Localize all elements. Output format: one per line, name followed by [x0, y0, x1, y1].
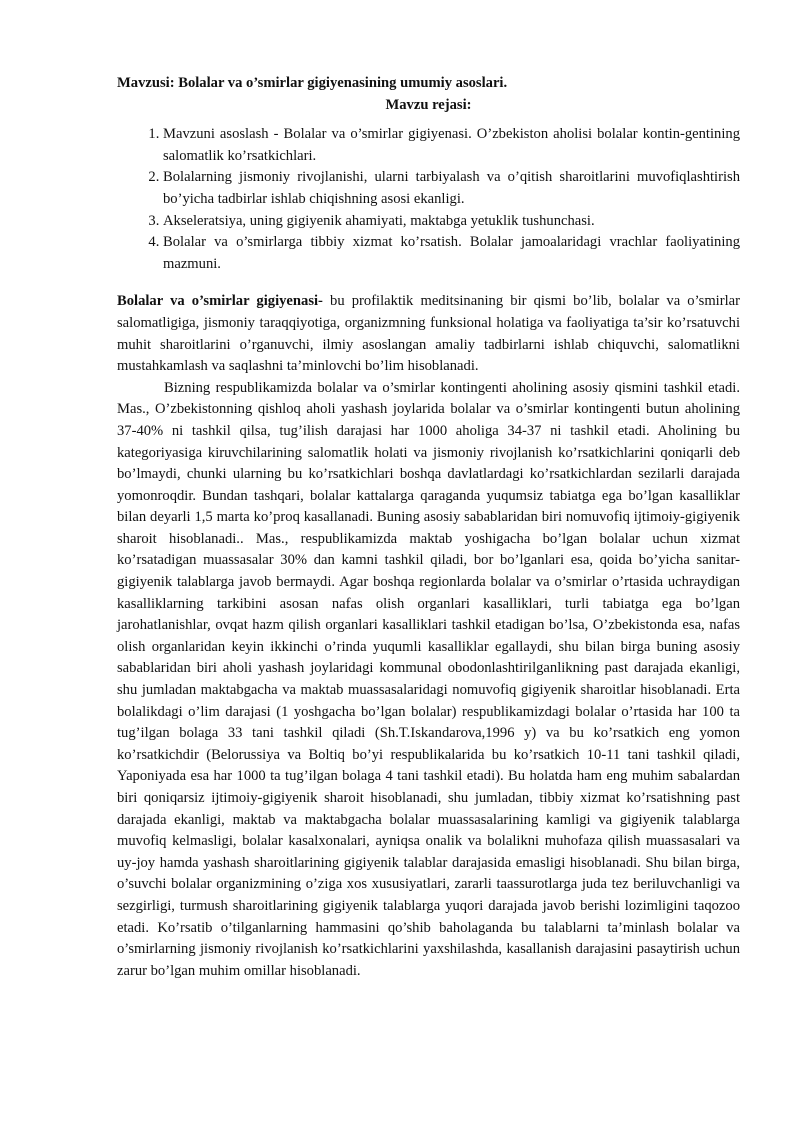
- document-page: [117, 73, 740, 982]
- plan-heading: Mavzu rejasi:: [385, 96, 472, 113]
- main-paragraph: Bizning respublikamizda bolalar va o’smirlar kontingenti aholining asosiy qismini tashkil etadi. Mas., O’zbekistonning qishloq aholi yashash joylarida bolalar va o’smirlar kontingenti butun aholining 37-40% ni tashkil qilsa, tug’ilish darajasi har 1000 aholiga 34-37 ni tashkil etadi. Aholining bu kategoriyasiga kiruvchilarining salomatlik holati va jismoniy rivojlanish ko’rsatkichlarini qoniqarli deb bo’lmaydi, chunki ularning bu ko’rsatkichlari boshqa davlatlardagi ko’rsatkichlardan sezilarli darajada yomonroqdir. Bundan tashqari, bolalar kattalarga qaraganda yuqumsiz tabiatga ega bo’lgan kasalliklar bilan deyarli 1,5 marta ko’proq kasallanadi. Buning asosiy sabablaridan biri nomuvofiq ijtimoiy-gigiyenik sharoit hisoblanadi.. Mas., respublikamizda maktab yoshigacha bo’lgan bolalar uchun xizmat ko’rsatadigan muassasalar 30% dan kamni tashkil qiladi, bor bo’lganlari esa, qoida bo’yicha sanitar-gigiyenik talablarga javob bermaydi. Agar boshqa regionlarda bolalar va o’smirlar o’rtasida uchraydigan kasalliklarning tarkibini asosan nafas olish organlari kasalliklari, turli tabiatga ega bo’lgan jarohatlanishlar, ovqat hazm qilish organlari kasalliklari tashkil etadigan bo’lsa, O’zbekistonda esa, nafas olish organlaridan keyin ikkinchi o’rinda yuqumli kasalliklar egallaydi, shu bilan birga buning asosiy sabablaridan biri aholi yashash joylaridagi kommunal obodonlashtirilganlikning past darajada ekanligi, shu jumladan maktabgacha va maktab muassasalaridagi nomuvofiq gigiyenik sharoitlar hisoblanadi. Erta bolalikdagi o’lim darajasi (1 yoshgacha bo’lgan bolalar) respublikamizdagi bolalar o’rtasida har 100 ta tug’ilgan bolaga 33 tani tashkil qiladi (Sh.T.Iskandarova,1996 y) va bu ko’rsatkich eng yomon ko’rsatkichdir (Belorussiya va Boltiq bo’yi respublikalarida bu ko’rsatkich 10-11 tani tashkil qiladi, Yaponiyada esa har 1000 ta tug’ilgan bolaga 4 tani tashkil etadi). Bu holatda ham eng muhim sabalardan biri qoniqarsiz ijtimoiy-gigiyenik sharoit hisoblanadi, shu jumladan, tibbiy xizmat ko’rsatishning past darajada ekanligi, maktab va maktabgacha bolalar muassasalarining kamligi va gigiyenik talablarga muvofiq kelmasligi, bolalar kasalxonalari, ayniqsa onalik va bolalikni muhofaza qilish muassasalari va uy-joy hamda yashash sharoitlarining gigiyenik talablar darajasida emasligi hisoblanadi. Shu bilan birga, o’suvchi bolalar organizmining o’ziga xos xususiyatlari, zararli taassurotlarga juda tez beriluvchanligi va sezgirligi, turmush sharoitlarining gigiyenik talablarga yuqori darajada javob berishi lozimligini taqozoo etadi. Ko’rsatib o’tilganlarning hammasini qo’shib baholaganda bu talablarni ta’minlash bolalar va o’smirlarning jismoniy rivojlanish ko’rsatkichlarini yaxshilashda, kasallanish darajasini pasaytirish uchun zarur bo’lgan muhim omillar hisoblanadi.: [117, 379, 740, 979]
- defined-term: Bolalar va o’smirlar gigiyenasi-: [117, 293, 323, 310]
- plan-item: 4. Bolalar va o’smirlarga tibbiy xizmat ko’rsatish. Bolalar jamoalaridagi vrachlar faoliyatining mazmuni.: [163, 232, 740, 275]
- plan-item: 2. Bolalarning jismoniy rivojlanishi, ularni tarbiyalash va o’qitish sharoitlarini muvofiqlashtirish bo’yicha tadbirlar ishlab chiqishning asosi ekanligi.: [163, 167, 740, 210]
- intro-paragraph: [117, 291, 740, 377]
- plan-item: 1. Mavzuni asoslash - Bolalar va o’smirlar gigiyenasi. O’zbekiston aholisi bolalar kontin-gentining salomatlik ko’rsatkichlari.: [163, 124, 740, 167]
- plan-item: 3. Akseleratsiya, uning gigiyenik ahamiyati, maktabga yetuklik tushunchasi.: [163, 211, 740, 233]
- plan-list: [117, 124, 740, 275]
- definition-text: bu profilaktik meditsinaning bir qismi bo’lib, bolalar va o’smirlar salomatligiga, jismoniy taraqqiyotiga, organizmning funksional holatiga va faoliyatiga ta’sir ko’rsatuvchi muhit sharoitlarini o’rganuvchi, ilmiy asoslangan amaliy tadbirlarni ishlab chiquvchi, salomatlikni mustahkamlash va saqlashni ta’minlovchi bo’lim hisoblanadi.: [117, 293, 740, 375]
- document-title: Mavzusi: Bolalar va o’smirlar gigiyenasining umumiy asoslari.: [117, 75, 508, 91]
